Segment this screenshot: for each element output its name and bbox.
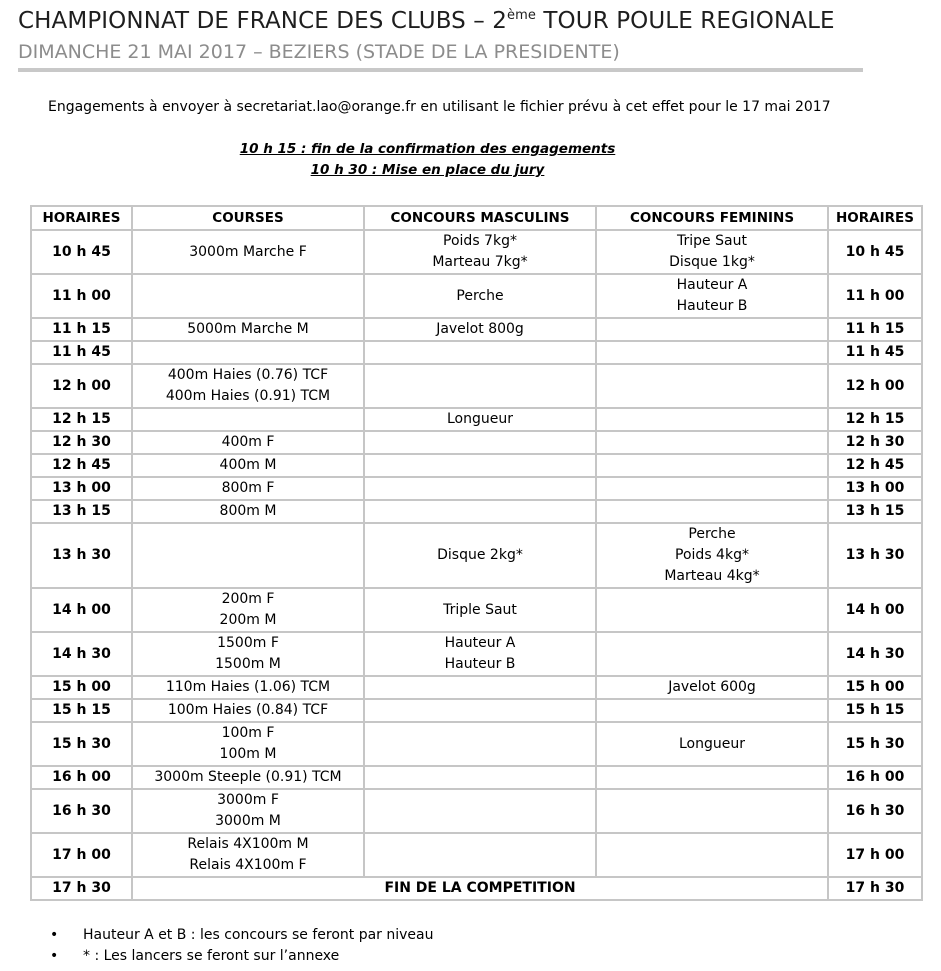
concours-feminins-cell (596, 364, 828, 408)
time-cell-left: 15 h 30 (31, 722, 132, 766)
time-cell-right: 11 h 15 (828, 318, 922, 341)
concours-feminins-cell (596, 833, 828, 877)
concours-masculins-cell (364, 500, 596, 523)
page-subtitle: DIMANCHE 21 MAI 2017 – BEZIERS (STADE DE LA PRESIDENTE) (18, 41, 620, 63)
table-row (31, 833, 922, 877)
table-row (31, 364, 922, 408)
courses-cell (132, 477, 364, 500)
cell-line: 400m Haies (0.91) TCM (165, 388, 331, 404)
concours-masculins-cell (364, 676, 596, 699)
table-row (31, 632, 922, 676)
cell-line: 3000m Steeple (0.91) TCM (154, 769, 342, 785)
time-cell-right: 16 h 30 (828, 789, 922, 833)
concours-masculins-cell (364, 431, 596, 454)
cell-line: 400m F (221, 434, 275, 450)
end-of-competition: FIN DE LA COMPETITION (132, 877, 828, 900)
table-row (31, 318, 922, 341)
concours-masculins-cell (364, 766, 596, 789)
time-cell-left: 11 h 00 (31, 274, 132, 318)
time-cell-right: 12 h 15 (828, 408, 922, 431)
time-cell-right: 15 h 30 (828, 722, 922, 766)
cell-line: Longueur (447, 411, 513, 427)
concours-feminins-cell (596, 454, 828, 477)
time-cell-left: 12 h 00 (31, 364, 132, 408)
time-cell-right: 12 h 30 (828, 431, 922, 454)
courses-cell (132, 318, 364, 341)
table-row (31, 588, 922, 632)
time-cell-left: 11 h 15 (31, 318, 132, 341)
table-row (31, 699, 922, 722)
table-row (31, 341, 922, 364)
time-cell-left: 10 h 45 (31, 230, 132, 274)
concours-masculins-cell (364, 523, 596, 588)
concours-masculins-cell (364, 274, 596, 318)
time-cell-right: 13 h 30 (828, 523, 922, 588)
table-row (31, 431, 922, 454)
time-cell-right: 11 h 00 (828, 274, 922, 318)
concours-masculins-cell (364, 318, 596, 341)
page-title: CHAMPIONNAT DE FRANCE DES CLUBS – 2ème TOUR POULE REGIONALE (18, 8, 835, 34)
concours-feminins-cell (596, 676, 828, 699)
concours-feminins-cell (596, 318, 828, 341)
table-row (31, 477, 922, 500)
table-row (31, 676, 922, 699)
time-cell-right: 10 h 45 (828, 230, 922, 274)
cell-line: 1500m F (217, 635, 279, 651)
cell-line: Perche (456, 287, 504, 304)
table-row (31, 500, 922, 523)
cell-line: Marteau 7kg* (432, 254, 528, 270)
time-cell-right: 15 h 15 (828, 699, 922, 722)
schedule-note-confirmation: 10 h 15 : fin de la confirmation des engagements (239, 141, 616, 157)
cell-line: Javelot 600g (668, 679, 756, 695)
concours-feminins-cell (596, 500, 828, 523)
concours-feminins-cell (596, 408, 828, 431)
footnote-item: • Hauteur A et B : les concours se feront par niveau (50, 925, 434, 946)
time-cell-right: 13 h 00 (828, 477, 922, 500)
courses-cell (132, 364, 364, 408)
registration-note: Engagements à envoyer à secretariat.lao@orange.fr en utilisant le fichier prévu à cet effet pour le 17 mai 2017 (48, 99, 831, 115)
time-cell-left: 15 h 15 (31, 699, 132, 722)
courses-cell (132, 500, 364, 523)
cell-line: 100m M (219, 746, 277, 762)
table-row (31, 766, 922, 789)
cell-line: 110m Haies (1.06) TCM (165, 679, 331, 695)
concours-masculins-cell (364, 722, 596, 766)
concours-feminins-cell (596, 274, 828, 318)
time-cell-left: 16 h 30 (31, 789, 132, 833)
table-row (31, 722, 922, 766)
time-cell-right: 17 h 30 (828, 877, 922, 900)
concours-masculins-cell (364, 789, 596, 833)
concours-masculins-cell (364, 341, 596, 364)
concours-feminins-cell (596, 230, 828, 274)
header-concours-feminins: CONCOURS FEMININS (596, 206, 828, 230)
time-cell-right: 12 h 45 (828, 454, 922, 477)
time-cell-right: 15 h 00 (828, 676, 922, 699)
courses-cell (132, 676, 364, 699)
time-cell-left: 14 h 30 (31, 632, 132, 676)
cell-line: 200m M (219, 612, 277, 628)
courses-cell (132, 454, 364, 477)
cell-line: 400m M (219, 457, 277, 473)
concours-masculins-cell (364, 588, 596, 632)
time-cell-right: 16 h 00 (828, 766, 922, 789)
cell-line: 5000m Marche M (187, 321, 309, 337)
concours-feminins-cell (596, 341, 828, 364)
courses-cell (132, 274, 364, 318)
time-cell-left: 13 h 15 (31, 500, 132, 523)
concours-feminins-cell (596, 722, 828, 766)
cell-line: Relais 4X100m F (189, 857, 307, 873)
header-horaires-right: HORAIRES (828, 206, 922, 230)
cell-line: Poids 7kg* (443, 233, 517, 249)
time-cell-right: 13 h 15 (828, 500, 922, 523)
concours-feminins-cell (596, 477, 828, 500)
cell-line: Hauteur B (676, 298, 748, 314)
cell-line: 3000m M (215, 813, 281, 829)
cell-line: 100m F (221, 725, 275, 741)
time-cell-right: 11 h 45 (828, 341, 922, 364)
courses-cell (132, 699, 364, 722)
courses-cell (132, 523, 364, 588)
courses-cell (132, 722, 364, 766)
courses-cell (132, 833, 364, 877)
schedule-body (31, 230, 922, 900)
concours-feminins-cell (596, 766, 828, 789)
concours-feminins-cell (596, 431, 828, 454)
concours-masculins-cell (364, 833, 596, 877)
concours-masculins-cell (364, 364, 596, 408)
header-divider (18, 68, 863, 72)
concours-masculins-cell (364, 408, 596, 431)
schedule-table (30, 205, 923, 901)
cell-line: Tripe Saut (677, 233, 747, 249)
courses-cell (132, 588, 364, 632)
cell-line: 3000m Marche F (189, 243, 307, 260)
courses-cell (132, 408, 364, 431)
concours-masculins-cell (364, 477, 596, 500)
cell-line: 3000m F (217, 792, 279, 808)
courses-cell (132, 230, 364, 274)
time-cell-right: 14 h 30 (828, 632, 922, 676)
cell-line: 100m Haies (0.84) TCF (167, 702, 329, 718)
cell-line: Disque 1kg* (669, 254, 755, 270)
time-cell-right: 14 h 00 (828, 588, 922, 632)
footnotes-list (50, 925, 434, 967)
time-cell-left: 14 h 00 (31, 588, 132, 632)
table-row-final (31, 877, 922, 900)
header-courses: COURSES (132, 206, 364, 230)
cell-line: Hauteur A (444, 635, 516, 651)
courses-cell (132, 341, 364, 364)
time-cell-left: 17 h 30 (31, 877, 132, 900)
table-row (31, 408, 922, 431)
cell-line: Relais 4X100m M (187, 836, 309, 852)
concours-masculins-cell (364, 632, 596, 676)
time-cell-left: 12 h 30 (31, 431, 132, 454)
table-row (31, 789, 922, 833)
courses-cell (132, 632, 364, 676)
schedule-note-jury: 10 h 30 : Mise en place du jury (310, 162, 545, 178)
cell-line: Longueur (679, 735, 745, 752)
concours-feminins-cell (596, 523, 828, 588)
cell-line: 400m Haies (0.76) TCF (167, 367, 329, 383)
table-header-row (31, 206, 922, 230)
concours-feminins-cell (596, 699, 828, 722)
cell-line: Hauteur A (676, 277, 748, 293)
time-cell-right: 17 h 00 (828, 833, 922, 877)
time-cell-left: 11 h 45 (31, 341, 132, 364)
time-cell-left: 12 h 15 (31, 408, 132, 431)
concours-masculins-cell (364, 454, 596, 477)
courses-cell (132, 431, 364, 454)
time-cell-left: 12 h 45 (31, 454, 132, 477)
courses-cell (132, 766, 364, 789)
concours-masculins-cell (364, 699, 596, 722)
table-row (31, 454, 922, 477)
cell-line: Disque 2kg* (437, 547, 523, 563)
time-cell-left: 16 h 00 (31, 766, 132, 789)
cell-line: 200m F (221, 591, 275, 607)
courses-cell (132, 789, 364, 833)
time-cell-left: 15 h 00 (31, 676, 132, 699)
cell-line: 800m M (219, 503, 277, 519)
concours-masculins-cell (364, 230, 596, 274)
time-cell-right: 12 h 00 (828, 364, 922, 408)
cell-line: Javelot 800g (436, 321, 524, 337)
header-horaires-left: HORAIRES (31, 206, 132, 230)
header-concours-masculins: CONCOURS MASCULINS (364, 206, 596, 230)
cell-line: Poids 4kg* (675, 547, 749, 563)
table-row (31, 274, 922, 318)
cell-line: 1500m M (215, 656, 281, 672)
concours-feminins-cell (596, 789, 828, 833)
cell-line: 800m F (221, 480, 275, 496)
time-cell-left: 13 h 00 (31, 477, 132, 500)
cell-line: Perche (688, 526, 736, 542)
cell-line: Hauteur B (444, 656, 516, 672)
table-row (31, 523, 922, 588)
footnote-item: • * : Les lancers se feront sur l’annexe (50, 946, 434, 967)
time-cell-left: 13 h 30 (31, 523, 132, 588)
time-cell-left: 17 h 00 (31, 833, 132, 877)
cell-line: Marteau 4kg* (664, 568, 760, 584)
concours-feminins-cell (596, 588, 828, 632)
table-row (31, 230, 922, 274)
concours-feminins-cell (596, 632, 828, 676)
cell-line: Triple Saut (443, 601, 517, 618)
